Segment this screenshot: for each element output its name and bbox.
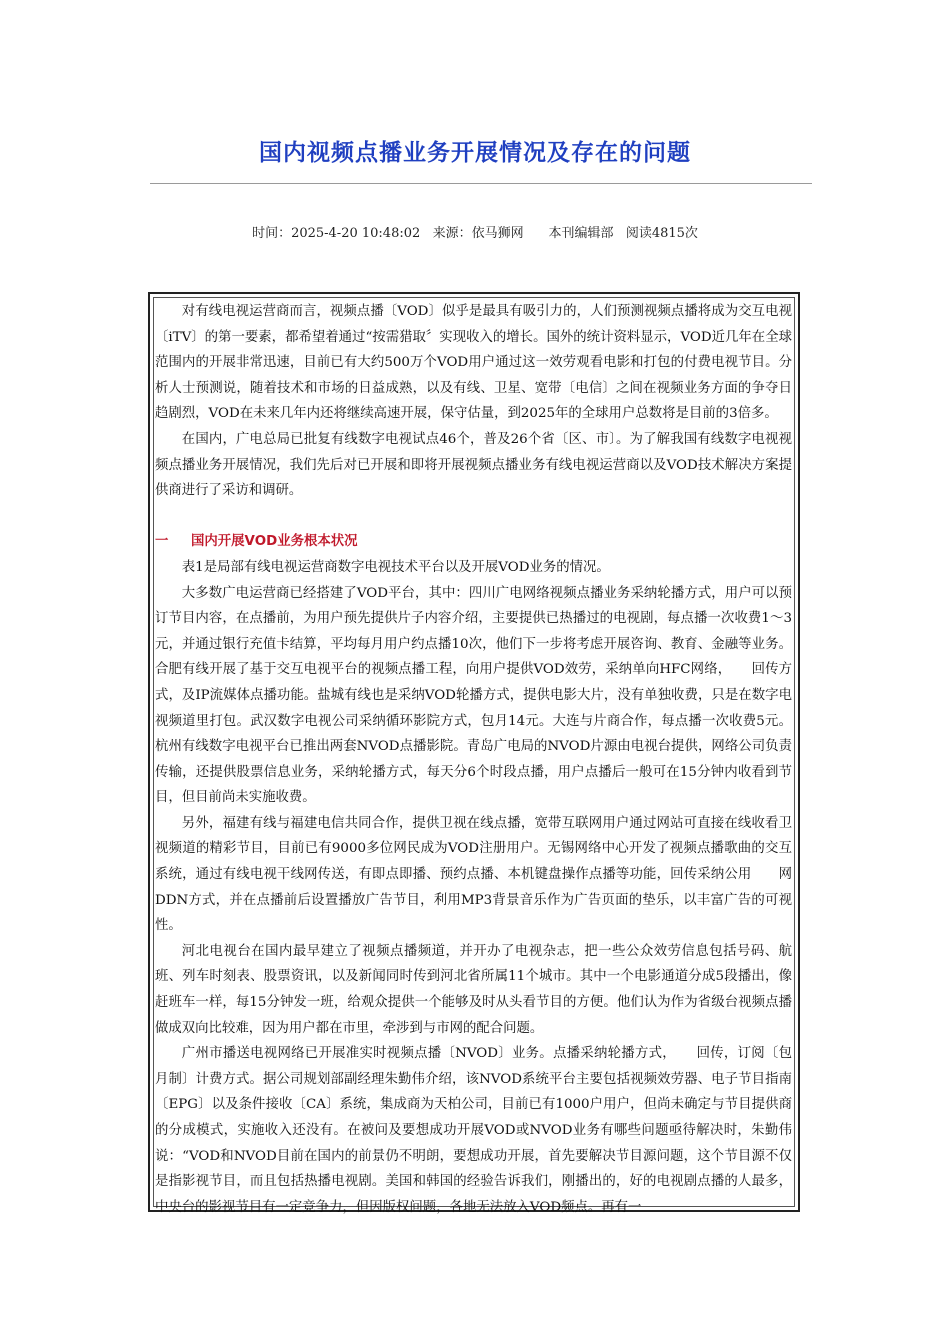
- paragraph-4: 大多数广电运营商已经搭建了VOD平台，其中：四川广电网络视频点播业务采纳轮播方式，用户可以预订节目内容，在点播前，为用户预先提供片子内容介绍，主要提供已热播过的电视剧，每点播一次收费1～3元，并通过银行充值卡结算，平均每月用户约点播10次，他们下一步将考虑开展咨询、教育、金融等业务。合肥有线开展了基于交互电视平台的视频点播工程，向用户提供VOD效劳，采纳单向HFC网络， 回传方式，及IP流媒体点播功能。盐城有线也是采纳VOD轮播方式，提供电影大片，没有单独收费，只是在数字电视频道里打包。武汉数字电视公司采纳循环影院方式，包月14元。大连与片商合作，每点播一次收费5元。杭州有线数字电视平台已推出两套NVOD点播影院。青岛广电局的NVOD片源由电视台提供，网络公司负责传输，还提供股票信息业务，采纳轮播方式，每天分6个时段点播，用户点播后一般可在15分钟内收看到节目，但目前尚未实施收费。: [155, 585, 792, 806]
- article-meta: 时间：2025-4-20 10:48:02 来源：依马狮网 本刊编辑部 阅读4815次: [252, 226, 698, 241]
- paragraph-5: 另外，福建有线与福建电信共同合作，提供卫视在线点播，宽带互联网用户通过网站可直接在线收看卫视频道的精彩节目，目前已有9000多位网民成为VOD注册用户。无锡网络中心开发了视频点播歌曲的交互系统，通过有线电视干线网传送，有即点即播、预约点播、本机键盘操作点播等功能，回传采纳公用 网DDN方式，并在点播前后设置播放广告节目，利用MP3背景音乐作为广告页面的垫乐，以丰富广告的可视性。: [155, 815, 792, 934]
- article-body-box: [148, 292, 800, 1215]
- section-heading: [155, 529, 792, 555]
- paragraph-2: 在国内，广电总局已批复有线数字电视试点46个，普及26个省〔区、市〕。为了解我国有线数字电视视频点播业务开展情况，我们先后对已开展和即将开展视频点播业务有线电视运营商以及VOD技术解决方案提供商进行了采访和调研。: [155, 431, 792, 499]
- paragraph-gap: [155, 504, 792, 530]
- article-body-inner: [153, 297, 795, 1215]
- paragraph-6: 河北电视台在国内最早建立了视频点播频道，并开办了电视杂志，把一些公众效劳信息包括号码、航班、列车时刻表、股票资讯，以及新闻同时传到河北省所属11个城市。其中一个电影通道分成5段播出，像赶班车一样，每15分钟发一班，给观众提供一个能够及时从头看节目的方便。他们认为作为省级台视频点播做成双向比较难，因为用户都在市里，牵涉到与市网的配合问题。: [155, 943, 792, 1036]
- section-number: 一: [155, 534, 169, 550]
- paragraph-7: 广州市播送电视网络已开展准实时视频点播〔NVOD〕业务。点播采纳轮播方式， 回传，订阅〔包月制〕计费方式。据公司规划部副经理朱勤伟介绍，该NVOD系统平台主要包括视频效劳器、电子节目指南〔EPG〕以及条件接收〔CA〕系统，集成商为天柏公司，目前已有1000户用户，但尚未确定与节目提供商的分成模式，实施收入还没有。在被问及要想成功开展VOD或NVOD业务有哪些问题亟待解决时，朱勤伟说：“VOD和NVOD目前在国内的前景仍不明朗，要想成功开展，首先要解决节目源问题，这个节目源不仅是指影视节目，而且包括热播电视剧。美国和韩国的经验告诉我们，刚播出的，好的电视剧点播的人最多，中央台的影视节目有一定竞争力，但因版权问题，各地无法放入VOD频点。再有一: [155, 1046, 792, 1215]
- section-title: 国内开展VOD业务根本状况: [191, 534, 358, 550]
- article-content: [154, 298, 794, 1220]
- paragraph-1: 对有线电视运营商而言，视频点播〔VOD〕似乎是最具有吸引力的，人们预测视频点播将成为交互电视〔iTV〕的第一要素，都希望着通过“按需猎取〞实现收入的增长。国外的统计资料显示，VOD近几年在全球范围内的开展非常迅速，目前已有大约500万个VOD用户通过这一效劳观看电影和打包的付费电视节目。分析人士预测说，随着技术和市场的日益成熟，以及有线、卫星、宽带〔电信〕之间在视频业务方面的争夺日趋剧烈，VOD在未来几年内还将继续高速开展，保守估量，到2025年的全球用户总数将是目前的3倍多。: [155, 304, 792, 422]
- paragraph-3: 表1是局部有线电视运营商数字电视技术平台以及开展VOD业务的情况。: [181, 559, 610, 575]
- title-divider: [150, 183, 812, 184]
- article-title: 国内视频点播业务开展情况及存在的问题: [259, 140, 691, 166]
